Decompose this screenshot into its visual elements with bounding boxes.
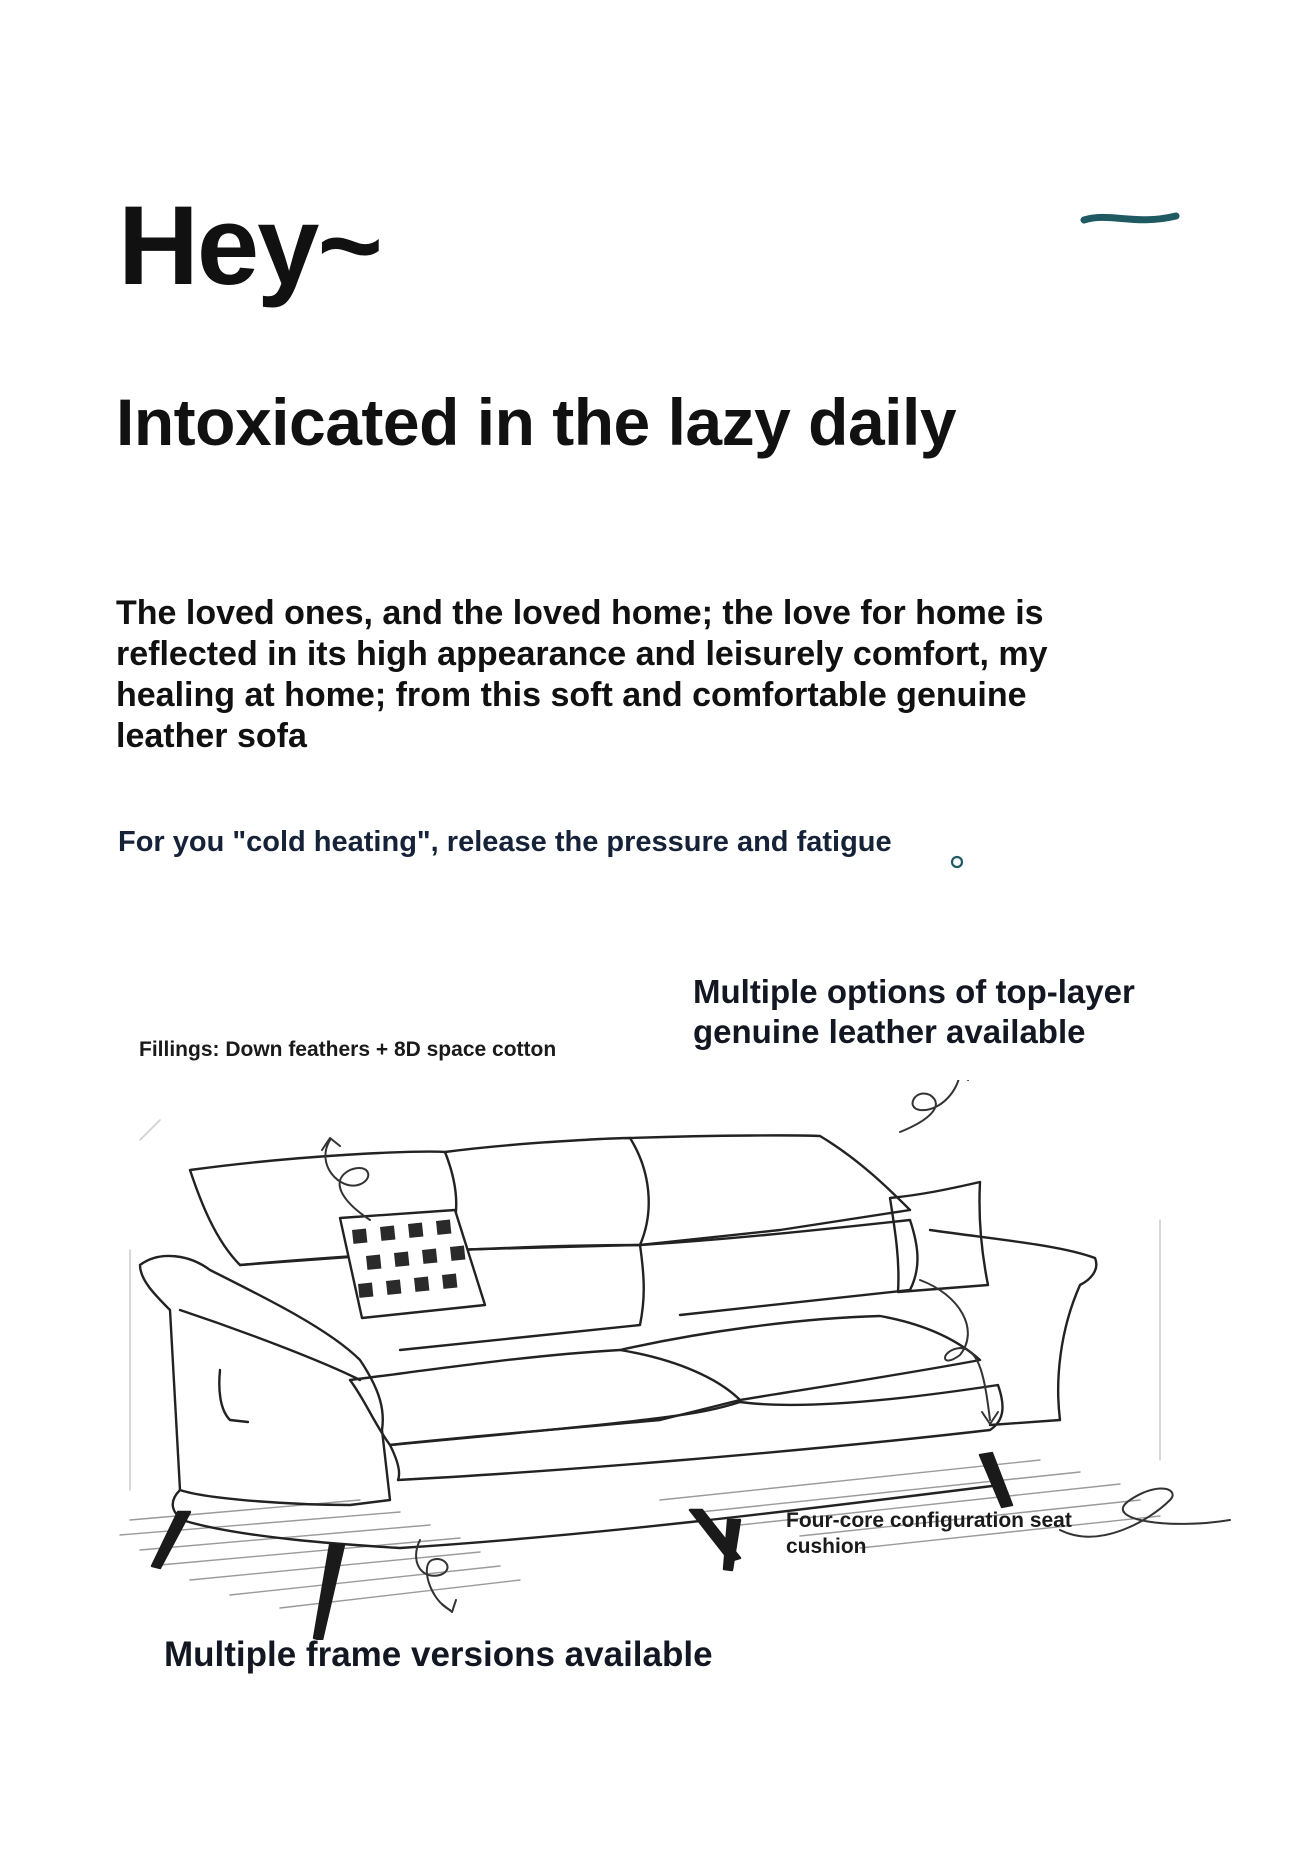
callout-seat-cushion: Four-core configuration seat cushion bbox=[786, 1509, 1072, 1558]
intro-paragraph: The loved ones, and the loved home; the love for home is reflected in its high appearance and leisurely comfort, my healing at home; from this soft and comfortable genuine leather sofa bbox=[116, 594, 1048, 755]
callout-fillings: Fillings: Down feathers + 8D space cotton bbox=[139, 1038, 557, 1061]
callout-leather: Multiple options of top-layer genuine leather available bbox=[693, 973, 1135, 1050]
annotation-arrows bbox=[322, 1080, 1230, 1612]
page-title: Intoxicated in the lazy daily bbox=[116, 385, 957, 459]
tagline: For you "cold heating", release the pressure and fatigue bbox=[118, 826, 892, 858]
armrest-right bbox=[930, 1230, 1096, 1425]
back-cushion-right bbox=[630, 1135, 910, 1245]
checkered-pillow bbox=[340, 1210, 485, 1318]
wave-decoration-icon bbox=[1080, 208, 1180, 230]
callout-frame: Multiple frame versions available bbox=[164, 1635, 713, 1674]
seat-cushion-right bbox=[620, 1316, 980, 1400]
circle-dot-icon bbox=[950, 855, 964, 869]
back-cushion-mid bbox=[445, 1138, 649, 1250]
greeting-heading: Hey~ bbox=[118, 183, 381, 308]
